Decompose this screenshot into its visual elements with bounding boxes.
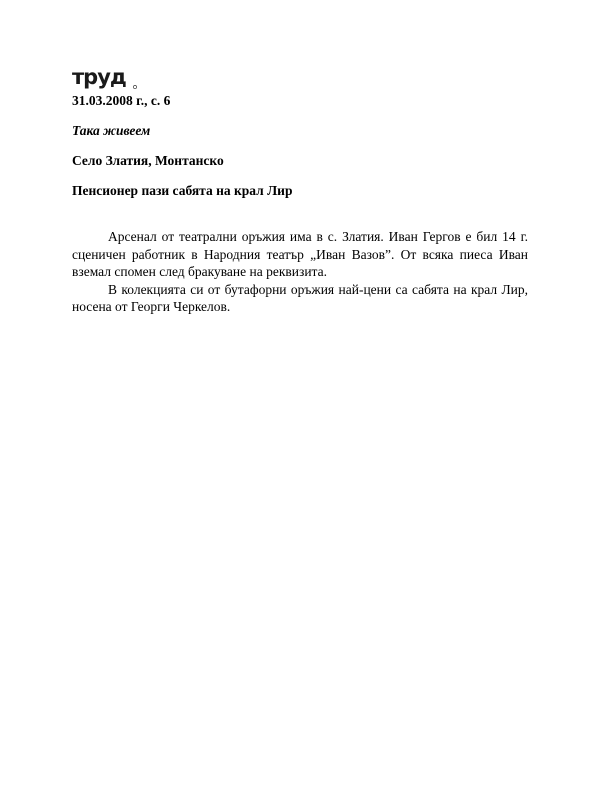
article-body: [72, 228, 528, 316]
location: Село Златия, Монтанско: [72, 153, 224, 168]
headline: Пенсионер пази сабята на крал Лир: [72, 183, 293, 198]
rubric: Така живеем: [72, 123, 151, 138]
paragraph: Арсенал от театрални оръжия има в с. Златия. Иван Гергов е бил 14 г. сценичен работник в Народния театър „Иван Вазов”. От всяка пиеса Иван вземал спомен след бракуване на реквизита.: [72, 229, 528, 279]
svg-text:труд: труд: [72, 66, 126, 89]
publication-date: 31.03.2008 г., с. 6: [72, 93, 171, 108]
trud-logo: [72, 66, 138, 90]
paragraph: В колекцията си от бутафорни оръжия най-цени са сабята на крал Лир, носена от Георги Черкелов.: [72, 281, 528, 314]
